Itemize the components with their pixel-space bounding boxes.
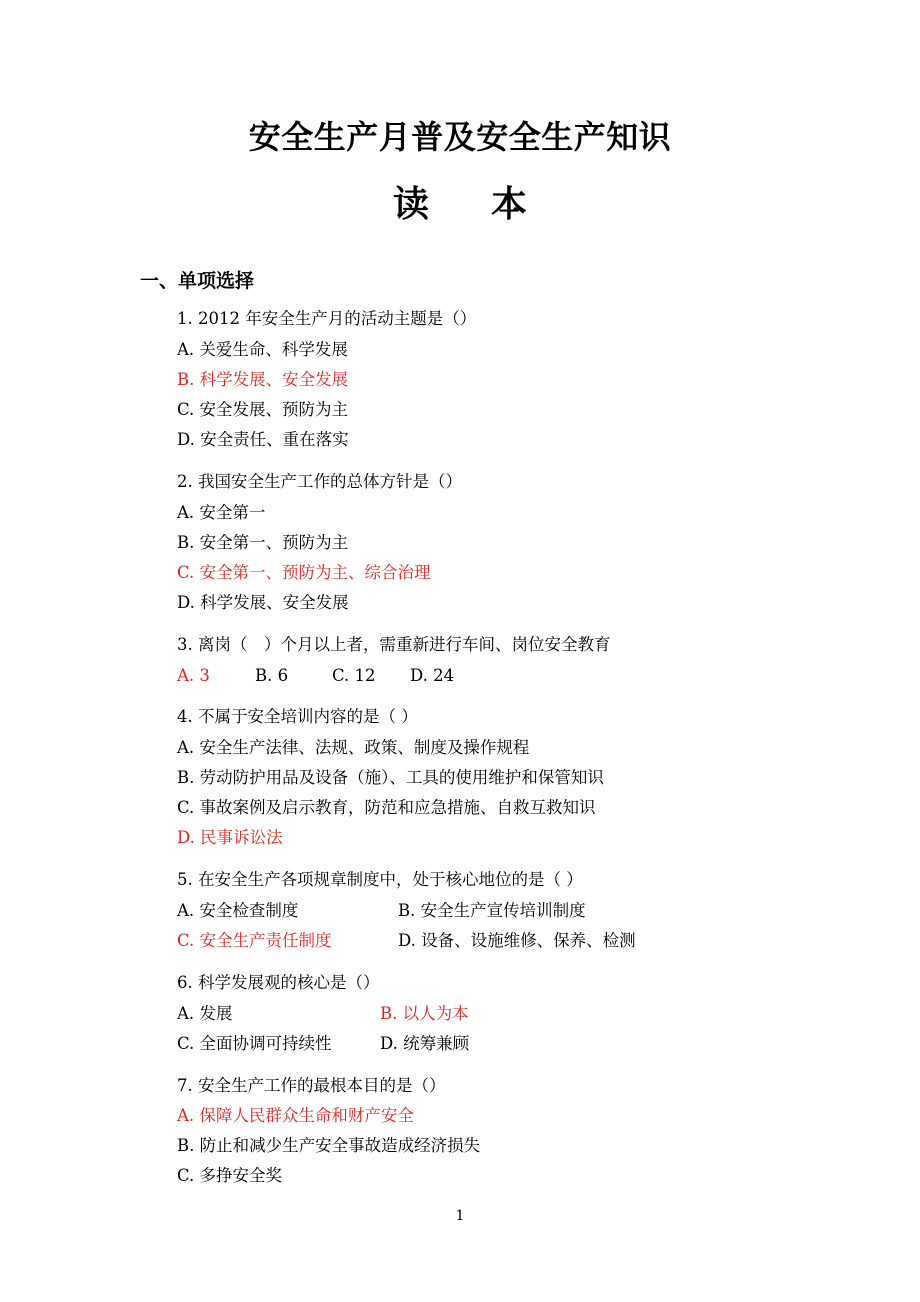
question-3-option-c: C. 12 xyxy=(332,666,376,685)
question-3-stem: 3. 离岗（ ）个月以上者，需重新进行车间、岗位安全教育 xyxy=(177,635,611,654)
question-4-option-b: B. 劳动防护用品及设备（施）、工具的使用维护和保管知识 xyxy=(177,768,604,787)
question-3-option-d: D. 24 xyxy=(410,666,455,685)
question-4-option-c: C. 事故案例及启示教育，防范和应急措施、自救互救知识 xyxy=(177,798,596,817)
question-2-option-c: C. 安全第一、预防为主、综合治理 xyxy=(177,563,431,582)
question-2-option-a: A. 安全第一 xyxy=(177,503,266,522)
question-6-option-d: D. 统筹兼顾 xyxy=(380,1034,470,1053)
question-6-option-b: B. 以人为本 xyxy=(380,1004,469,1023)
question-7-option-a: A. 保障人民群众生命和财产安全 xyxy=(177,1106,414,1125)
question-7-option-c: C. 多挣安全奖 xyxy=(177,1166,283,1185)
question-7-stem: 7. 安全生产工作的最根本目的是（） xyxy=(177,1076,446,1095)
question-1-option-a: A. 关爱生命、科学发展 xyxy=(177,340,348,359)
question-2-stem: 2. 我国安全生产工作的总体方针是（） xyxy=(177,472,462,491)
question-4-option-d: D. 民事诉讼法 xyxy=(177,828,283,847)
question-5-option-c: C. 安全生产责任制度 xyxy=(177,931,332,950)
question-4-option-a: A. 安全生产法律、法规、政策、制度及操作规程 xyxy=(177,738,530,757)
question-1-option-d: D. 安全责任、重在落实 xyxy=(177,430,349,449)
document-subtitle xyxy=(0,176,920,227)
question-4-stem: 4. 不属于安全培训内容的是（ ） xyxy=(177,707,418,726)
document-title: 安全生产月普及安全生产知识 xyxy=(248,118,672,156)
question-1-option-b: B. 科学发展、安全发展 xyxy=(177,370,349,389)
page-number: 1 xyxy=(455,1208,465,1224)
question-5-option-b: B. 安全生产宣传培训制度 xyxy=(398,901,586,920)
question-2-option-b: B. 安全第一、预防为主 xyxy=(177,533,349,552)
question-1-stem: 1. 2012 年安全生产月的活动主题是（） xyxy=(177,309,477,328)
question-6-stem: 6. 科学发展观的核心是（） xyxy=(177,973,380,992)
question-5-option-a: A. 安全检查制度 xyxy=(177,901,299,920)
question-3-option-b: B. 6 xyxy=(255,666,289,685)
question-5-option-d: D. 设备、设施维修、保养、检测 xyxy=(398,931,636,950)
question-7-option-b: B. 防止和减少生产安全事故造成经济损失 xyxy=(177,1136,481,1155)
subtitle-char-2: 本 xyxy=(491,184,528,225)
question-1-option-c: C. 安全发展、预防为主 xyxy=(177,400,349,419)
question-3-option-a: A. 3 xyxy=(177,666,210,685)
question-2-option-d: D. 科学发展、安全发展 xyxy=(177,593,349,612)
subtitle-char-1: 读 xyxy=(392,184,429,225)
question-6-option-a: A. 发展 xyxy=(177,1004,233,1023)
question-6-option-c: C. 全面协调可持续性 xyxy=(177,1034,332,1053)
question-5-stem: 5. 在安全生产各项规章制度中，处于核心地位的是（ ） xyxy=(177,870,583,889)
section-heading: 一、单项选择 xyxy=(140,270,255,292)
